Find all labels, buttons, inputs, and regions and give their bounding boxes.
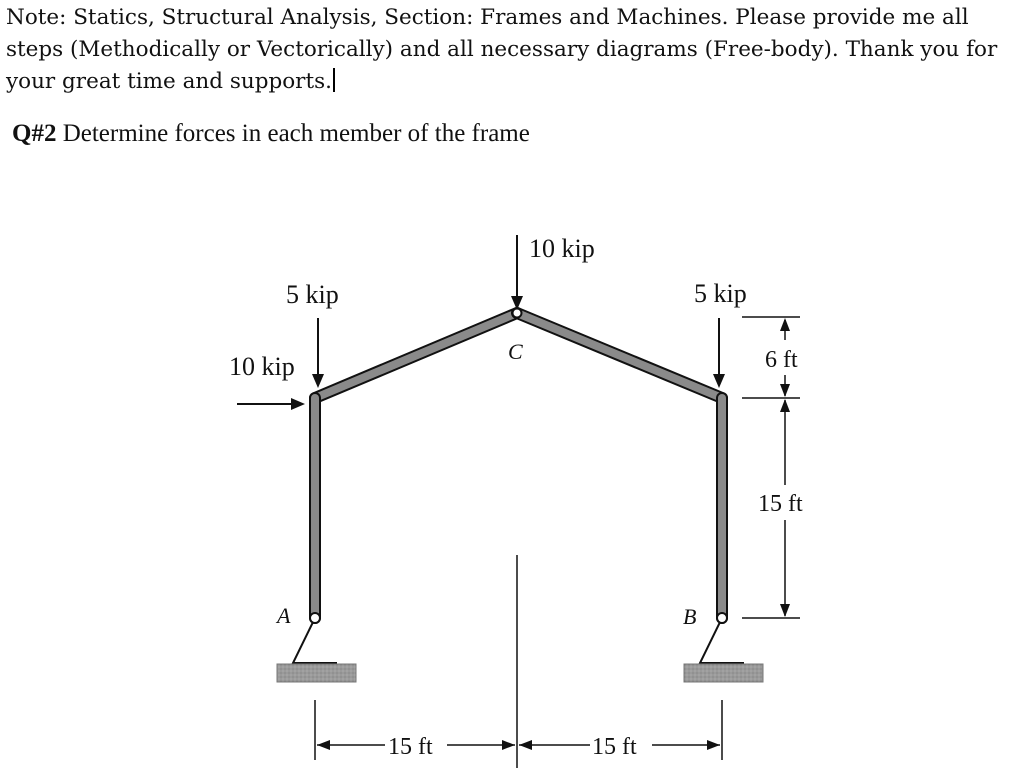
dimension-left-half-label: 15 ft bbox=[388, 734, 433, 760]
load-top-label: 10 kip bbox=[529, 234, 595, 263]
dimension-horizontal bbox=[315, 555, 722, 768]
load-left-horizontal-label: 10 kip bbox=[229, 352, 295, 381]
left-rafter bbox=[315, 313, 517, 398]
load-right-vertical-label: 5 kip bbox=[694, 279, 747, 308]
question-text: Determine forces in each member of the frame bbox=[62, 120, 530, 147]
dimension-rise-label: 6 ft bbox=[765, 347, 798, 373]
right-rafter bbox=[517, 313, 722, 398]
load-right-vertical-arrow bbox=[713, 318, 725, 388]
load-top-arrow bbox=[511, 235, 523, 310]
question-number: Q#2 bbox=[12, 120, 57, 147]
load-left-horizontal-arrow bbox=[237, 398, 305, 410]
point-c-label: C bbox=[508, 339, 523, 364]
load-left-vertical-arrow bbox=[312, 318, 324, 388]
note-body: Note: Statics, Structural Analysis, Section: Frames and Machines. Please provide me all steps (Methodically or Vectorically) and all necessary diagrams (Free-body). Thank you for your great time and supports. bbox=[6, 5, 998, 94]
dimension-column-label: 15 ft bbox=[758, 491, 803, 517]
load-left-vertical-label: 5 kip bbox=[286, 280, 339, 309]
dimension-right-half-label: 15 ft bbox=[592, 734, 637, 760]
point-a-label: A bbox=[277, 603, 291, 628]
point-b-label: B bbox=[683, 604, 697, 629]
